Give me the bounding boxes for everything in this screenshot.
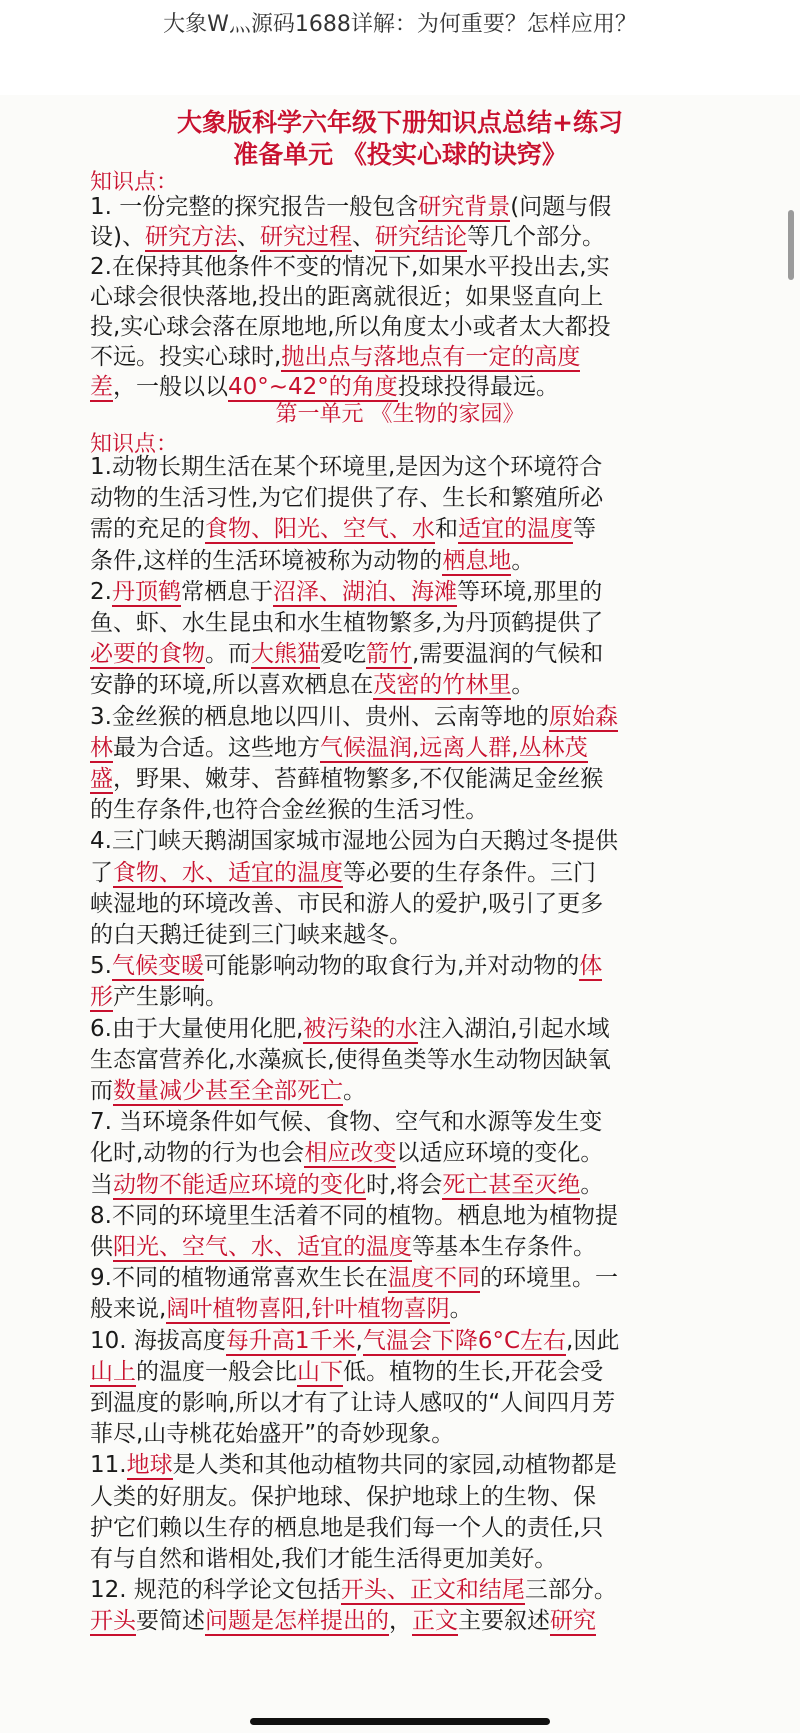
highlighted-term: 研究 [550,1608,596,1635]
highlighted-term: 林 [90,734,113,761]
text-segment: 安静的环境,所以喜欢栖息在 [90,672,374,699]
text-segment: 产生影响。 [113,984,228,1011]
text-line [90,825,618,858]
text-segment: ，一般以以 [113,374,228,400]
text-line [90,451,602,484]
text-segment: 要简述 [136,1608,205,1635]
text-segment: 。 [511,547,535,574]
text-line [90,1512,603,1545]
text-segment: 主要叙述 [458,1608,550,1635]
text-segment: 和 [435,516,458,543]
text-line [90,1293,473,1326]
text-segment: 的白天鹅迁徒到三门峡来越冬。 [90,922,412,948]
text-line [90,607,603,640]
text-segment: 生态富营养化,水藻疯长,使得鱼类等水生动物因缺氧 [90,1046,611,1073]
text-segment: 有与自然和谐相处,我们才能生活得更加美好。 [90,1546,558,1572]
text-segment: 2. [90,578,112,605]
text-line [90,1262,618,1295]
highlighted-term: 气候温润,远离人群,丛林茂 [320,734,588,761]
text-segment: 人类的好朋友。保护地球、保护地球上的生物、保 [90,1483,596,1510]
text-segment: 1.动物长期生活在某个环境里,是因为这个环境符合 [90,454,603,480]
highlighted-term: 相应改变 [304,1140,397,1167]
knowledge-label-prep: 知识点： [90,170,179,195]
highlighted-term: 开头、正文和结尾 [340,1577,525,1604]
text-line [90,1356,603,1389]
text-line [90,701,618,734]
highlighted-term: 盛 [90,766,113,792]
text-line [90,1325,619,1358]
text-segment: 等环境,那里的 [456,578,603,605]
highlighted-term: 气温会下降6°C左右 [362,1327,567,1354]
highlighted-term: 研究过程 [259,224,352,250]
highlighted-term: 阳光、空气、水、适宜的温度 [113,1234,412,1260]
text-segment: 需的充足的 [90,516,205,543]
text-segment: 。 [580,1171,604,1198]
highlighted-term: 数量减少甚至全部死亡 [113,1078,343,1104]
text-segment: 般来说, [90,1296,167,1323]
text-line [90,1387,615,1420]
text-line [90,191,611,224]
text-segment: ， [389,1608,412,1635]
text-segment: 。 [343,1078,366,1104]
text-segment: 4.三门峡天鹅湖国家城市湿地公园为白天鹅过冬提供 [90,828,618,855]
text-segment: 心球会很快落地,投出的距离就很近；如果竖直向上 [90,284,604,310]
text-segment: 时,将会 [366,1171,443,1198]
text-segment: ，野果、嫩芽、苔藓植物繁多,不仅能满足金丝猴 [113,766,604,792]
highlighted-term: 问题是怎样提出的 [205,1608,389,1635]
text-line [90,1075,366,1108]
highlighted-term: 沼泽、湖泊、海滩 [272,578,457,605]
text-segment: 。 [511,672,535,699]
text-line [90,950,602,983]
text-segment: 的环境里。一 [479,1265,618,1292]
text-line [90,1231,596,1264]
text-segment: 7. 当环境条件如气候、食物、空气和水源等发生变 [90,1109,603,1136]
highlighted-term: 必要的食物 [90,641,205,668]
highlighted-term: 动物不能适应环境的变化 [113,1171,366,1198]
text-segment: 到温度的影响,所以才有了让诗人感叹的“人间四月芳 [90,1390,616,1416]
highlighted-term: 形 [90,984,113,1011]
text-segment: 的温度一般会比 [136,1358,297,1385]
text-segment: ,需要温润的气候和 [412,641,604,668]
text-segment: 爱吃 [320,641,366,668]
text-segment: 以适应环境的变化。 [396,1140,604,1167]
highlighted-term: 丹顶鹤 [111,578,181,605]
text-segment: 等必要的生存条件。三门 [343,859,596,886]
text-segment: 鱼、虾、水生昆虫和水生植物繁多,为丹顶鹤提供了 [90,610,604,636]
text-segment: 。而 [205,641,251,668]
highlighted-term: 气候变暖 [111,953,204,980]
text-segment: 2.在保持其他条件不变的情况下,如果水平投出去,实 [90,254,610,280]
text-line [90,1200,618,1233]
highlighted-term: 茂密的竹林里 [373,672,512,699]
text-segment: 而 [90,1078,113,1104]
highlighted-term: 正文 [412,1608,458,1635]
text-segment: 条件,这样的生活环境被称为动物的 [90,547,443,574]
text-segment: 峡湿地的环境改善、市民和游人的爱护,吸引了更多 [90,890,604,917]
text-line [90,919,412,952]
text-line [90,857,596,890]
page-title: 大象W灬源码1688详解：为何重要？怎样应用？ [163,11,637,37]
text-segment: 6.由于大量使用化肥, [90,1015,304,1042]
text-segment: 等 [573,516,596,543]
text-line [90,1013,610,1046]
text-segment: 、 [351,224,375,250]
text-segment: 菲尽,山寺桃花始盛开”的奇妙现象。 [90,1421,455,1448]
highlighted-term: 每升高1千米 [225,1327,356,1354]
text-segment: 8.不同的环境里生活着不同的植物。栖息地为植物提 [90,1202,618,1229]
document-photo [0,95,800,1733]
text-segment: 的生存条件,也符合金丝猴的生活习性。 [90,797,489,824]
unit-title-prep: 准备单元 《投实心球的诀窍》 [233,140,567,169]
highlighted-term: 体 [579,953,603,980]
unit1-heading: 第一单元 《生物的家园》 [275,402,525,427]
text-segment: 常栖息于 [180,578,273,605]
text-segment: 投,实心球会落在原地地,所以角度太小或者太大都投 [90,314,611,340]
knowledge-label-unit1: 知识点： [90,432,179,457]
highlighted-term: 40°~42°的角度 [228,374,398,400]
highlighted-term: 被污染的水 [303,1015,419,1042]
text-segment: 投球投得最远。 [397,374,559,400]
highlighted-term: 食物、水、适宜的温度 [113,859,343,886]
text-line [90,1044,611,1077]
text-segment: 三部分。 [524,1577,617,1604]
text-line [90,763,603,796]
text-line [90,1137,603,1170]
highlighted-term: 研究背景 [418,194,511,220]
text-segment: 了 [90,859,113,886]
text-segment: 1. 一份完整的探究报告一般包含 [90,194,419,220]
text-segment: 设)、 [90,224,145,250]
highlighted-term: 差 [90,374,113,400]
document-title: 大象版科学六年级下册知识点总结+练习 [177,108,623,137]
home-gesture-bar[interactable] [250,1718,550,1725]
text-segment: 12. 规范的科学论文包括 [90,1577,341,1604]
text-segment: 是人类和其他动植物共同的家园,动植物都是 [172,1452,617,1479]
text-line [90,341,580,374]
highlighted-term: 大熊猫 [251,641,320,668]
text-segment: 注入湖泊,引起水域 [418,1015,610,1042]
text-segment: 供 [90,1234,113,1260]
highlighted-term: 抛出点与落地点有一定的高度 [281,344,581,370]
highlighted-term: 原始森 [548,703,618,730]
text-segment: 3.金丝猴的栖息地以四川、贵州、云南等地的 [90,703,549,730]
text-line [90,888,603,921]
highlighted-term: 食物、阳光、空气、水 [205,516,435,543]
text-line [90,311,611,344]
text-segment: 11. [90,1452,127,1479]
text-segment: 动物的生活习性,为它们提供了存、生长和繁殖所必 [90,485,604,512]
highlighted-term: 死亡甚至灭绝 [442,1171,581,1198]
text-segment: 当 [90,1171,113,1198]
highlighted-term: 适宜的温度 [458,516,573,543]
text-line [90,1449,617,1482]
text-line [90,1418,454,1451]
text-line [90,221,605,254]
text-line [90,576,602,609]
highlighted-term: 研究结论 [374,224,467,250]
text-line [90,794,488,827]
highlighted-term: 山下 [297,1358,343,1385]
text-line [90,669,534,702]
text-segment: 5. [90,953,112,980]
text-line [90,1574,617,1607]
text-line [90,732,588,765]
text-segment: 9.不同的植物通常喜欢生长在 [90,1265,388,1292]
text-line [90,981,228,1014]
text-line [90,638,603,671]
text-segment: 化时,动物的行为也会 [90,1140,305,1167]
text-segment: ,因此 [566,1327,620,1354]
text-line [90,513,596,546]
text-line [90,1481,596,1514]
highlighted-term: 温度不同 [387,1265,480,1292]
text-line [90,251,610,284]
text-segment: 10. 海拔高度 [90,1327,226,1354]
text-segment: (问题与假 [510,194,612,220]
text-segment: 可能影响动物的取食行为,并对动物的 [203,953,580,980]
text-line [90,482,603,515]
highlighted-term: 开头 [90,1608,136,1635]
highlighted-term: 研究方法 [144,224,237,250]
text-segment: 等几个部分。 [466,224,605,250]
text-segment: 。 [449,1296,473,1323]
text-line [90,545,534,578]
highlighted-term: 箭竹 [366,641,412,668]
text-segment: 低。植物的生长,开花会受 [343,1358,604,1385]
text-line [90,1106,602,1139]
highlighted-term: 地球 [126,1452,173,1479]
text-line [90,281,603,314]
scrollbar[interactable] [788,210,794,280]
highlighted-term: 阔叶植物喜阳,针叶植物喜阴 [166,1296,450,1323]
text-segment: 最为合适。这些地方 [113,734,320,761]
text-line [90,1543,557,1576]
text-segment: 、 [236,224,260,250]
highlighted-term: 山上 [90,1358,136,1385]
text-line [90,1169,603,1202]
text-segment: 等基本生存条件。 [412,1234,596,1260]
highlighted-term: 栖息地 [442,547,512,574]
text-line [90,1605,596,1638]
text-segment: , [355,1327,363,1354]
text-segment: 护它们赖以生存的栖息地是我们每一个人的责任,只 [90,1514,604,1541]
text-segment: 不远。投实心球时, [90,344,282,370]
